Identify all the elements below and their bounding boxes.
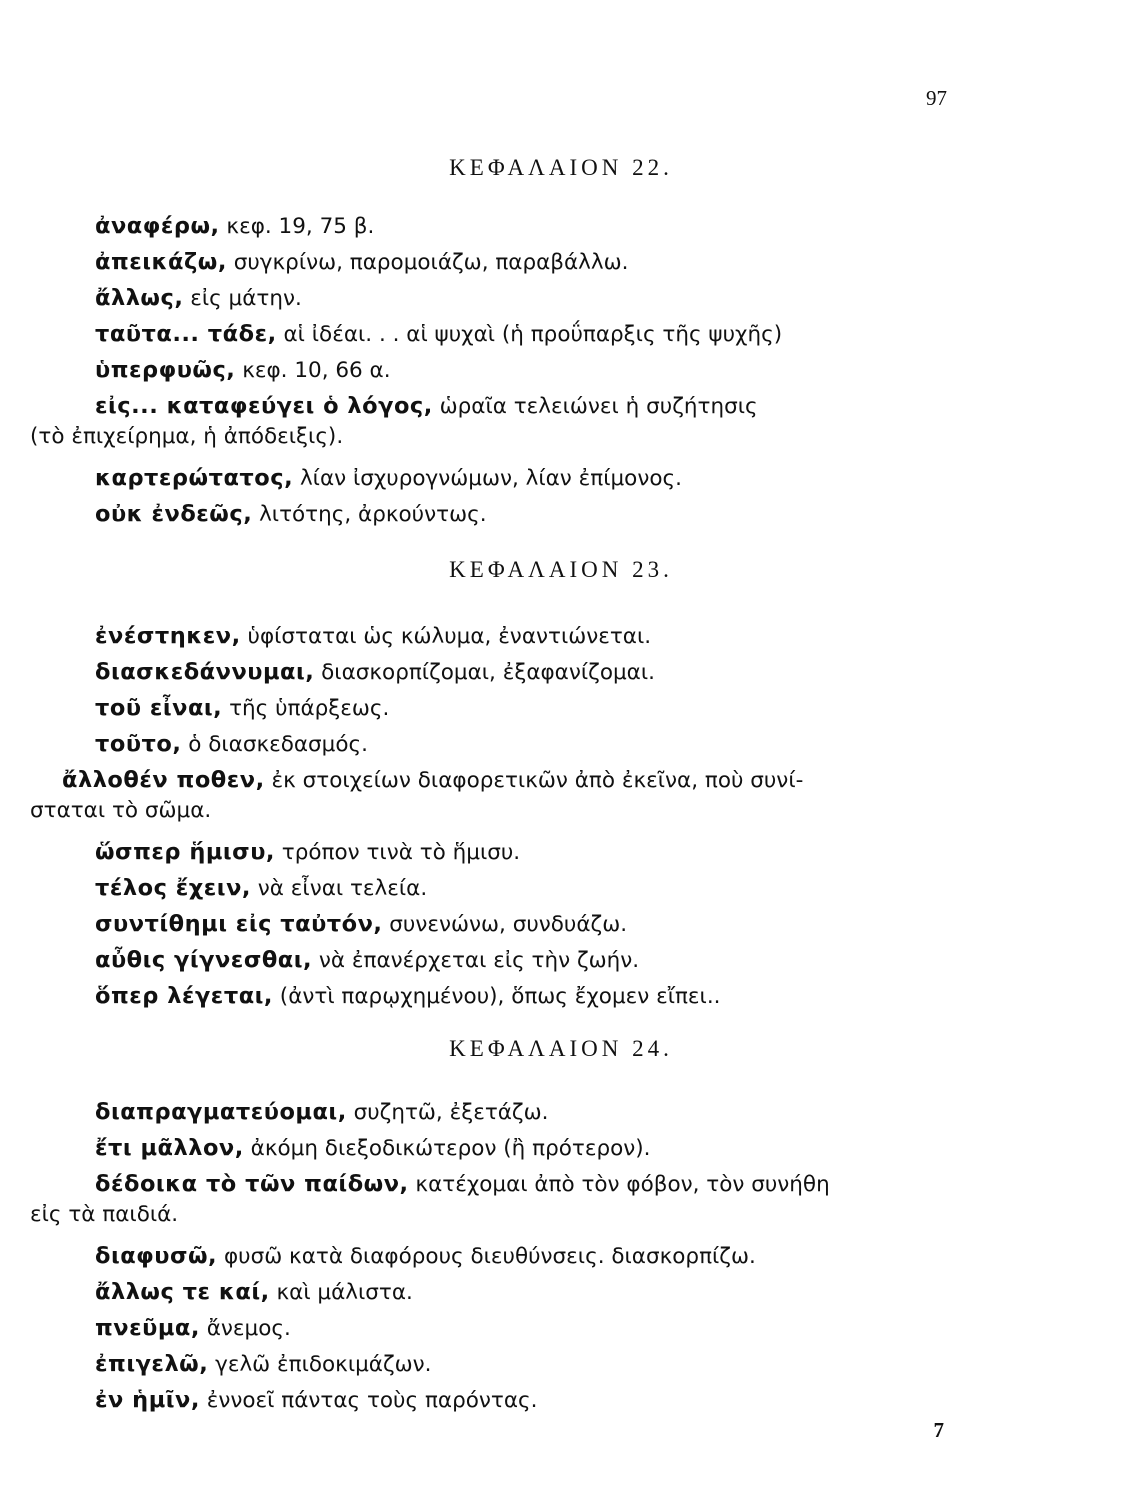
glossary-entry — [95, 1166, 962, 1203]
glossary-entry — [95, 690, 962, 727]
entry-definition: ἀκόμη διεξοδικώτερον (ἢ πρότερον). — [243, 1136, 651, 1161]
entry-definition: ἐκ στοιχείων διαφορετικῶν ἀπὸ ἐκεῖνα, ποὺ συνί- — [264, 768, 804, 793]
entry-definition: λιτότης, ἀρκούντως. — [252, 502, 487, 527]
entry-term: ἐπιγελῶ, — [95, 1351, 209, 1377]
entry-term: τέλος ἔχειν, — [95, 875, 251, 901]
entry-term: ἔτι μᾶλλον, — [95, 1135, 244, 1161]
entry-term: ὅπερ λέγεται, — [95, 983, 273, 1009]
entry-term: ὑπερφυῶς, — [95, 357, 236, 383]
entry-definition: νὰ ἐπανέρχεται εἰς τὴν ζωήν. — [312, 948, 640, 973]
entry-definition: ὁ διασκεδασμός. — [181, 732, 368, 757]
entry-term: ὥσπερ ἥμισυ, — [95, 839, 275, 865]
glossary-entry — [62, 762, 962, 799]
signature-mark: 7 — [933, 1418, 944, 1442]
glossary-entry — [95, 244, 962, 281]
glossary-entry — [95, 460, 962, 497]
entry-term: καρτερώτατος, — [95, 465, 294, 491]
entry-definition: ἐννοεῖ πάντας τοὺς παρόντας. — [199, 1388, 538, 1413]
glossary-entry — [95, 496, 962, 533]
entry-continuation: (τὸ ἐπιχείρημα, ἡ ἀπόδειξις). — [30, 424, 344, 449]
entry-term: οὐκ ἐνδεῶς, — [95, 501, 253, 527]
entry-term: ἄλλως, — [95, 285, 184, 311]
glossary-entry — [95, 1382, 962, 1419]
entry-definition: γελῶ ἐπιδοκιμάζων. — [208, 1352, 432, 1377]
entry-term: ἀναφέρω, — [95, 213, 220, 239]
chapter-heading: ΚΕΦΑΛΑΙΟΝ 24. — [449, 1036, 673, 1061]
glossary-entry — [95, 1130, 962, 1167]
glossary-entry — [95, 1274, 962, 1311]
entry-definition: (ἀντὶ παρῳχημένου), ὅπως ἔχομεν εἴπει.. — [272, 984, 721, 1009]
entry-term: αὖθις γίγνεσθαι, — [95, 947, 313, 973]
entry-definition: ὡραῖα τελειώνει ἡ συζήτησις — [432, 394, 758, 419]
entry-definition: φυσῶ κατὰ διαφόρους διευθύνσεις. διασκορπίζω. — [217, 1244, 756, 1269]
glossary-entry — [95, 978, 962, 1015]
entry-term: διαφυσῶ, — [95, 1243, 218, 1269]
entry-definition: διασκορπίζομαι, ἐξαφανίζομαι. — [314, 660, 655, 685]
entry-term: ταῦτα... τάδε, — [95, 321, 277, 347]
entry-term: πνεῦμα, — [95, 1315, 200, 1341]
entry-term: διασκεδάννυμαι, — [95, 659, 315, 685]
entry-term: διαπραγματεύομαι, — [95, 1099, 347, 1125]
glossary-entry — [95, 654, 962, 691]
glossary-entry — [95, 316, 962, 353]
entry-definition: λίαν ἰσχυρογνώμων, λίαν ἐπίμονος. — [293, 466, 682, 491]
entry-definition: αἱ ἰδέαι. . . αἱ ψυχαὶ (ἡ προΰπαρξις τῆς ψυχῆς) — [276, 322, 783, 347]
entry-continuation: σταται τὸ σῶμα. — [30, 798, 212, 823]
entry-definition: ὑφίσταται ὡς κώλυμα, ἐναντιώνεται. — [240, 624, 652, 649]
chapter-heading: ΚΕΦΑΛΑΙΟΝ 22. — [449, 155, 673, 180]
glossary-entry — [95, 906, 962, 943]
entry-definition: κατέχομαι ἀπὸ τὸν φόβον, τὸν συνήθη — [408, 1172, 830, 1197]
entry-definition: κεφ. 19, 75 β. — [219, 214, 375, 239]
entry-term: ἐνέστηκεν, — [95, 623, 241, 649]
entry-term: εἰς... καταφεύγει ὁ λόγος, — [95, 393, 433, 419]
page-number: 97 — [926, 86, 947, 110]
entry-term: ἀπεικάζω, — [95, 249, 227, 275]
entry-definition: συζητῶ, ἐξετάζω. — [346, 1100, 549, 1125]
entry-definition: νὰ εἶναι τελεία. — [250, 876, 428, 901]
glossary-entry — [95, 942, 962, 979]
glossary-entry — [95, 1094, 962, 1131]
glossary-entry — [95, 618, 962, 655]
chapter-heading: ΚΕΦΑΛΑΙΟΝ 23. — [449, 557, 673, 582]
entry-term: ἄλλοθέν ποθεν, — [62, 767, 265, 793]
entry-term: τοῦ εἶναι, — [95, 695, 223, 721]
entry-definition: τῆς ὑπάρξεως. — [222, 696, 390, 721]
entry-definition: ἄνεμος. — [199, 1316, 291, 1341]
glossary-entry — [95, 726, 962, 763]
glossary-entry — [95, 352, 962, 389]
glossary-entry — [95, 1238, 962, 1275]
entry-term: συντίθημι εἰς ταὐτόν, — [95, 911, 383, 937]
entry-term: ἐν ἡμῖν, — [95, 1387, 200, 1413]
glossary-entry — [95, 834, 962, 871]
entry-term: τοῦτο, — [95, 731, 182, 757]
glossary-entry — [95, 208, 962, 245]
entry-definition: εἰς μάτην. — [183, 286, 302, 311]
glossary-entry — [95, 870, 962, 907]
entry-continuation: εἰς τὰ παιδιά. — [30, 1202, 179, 1227]
entry-definition: τρόπον τινὰ τὸ ἥμισυ. — [274, 840, 521, 865]
entry-definition: συνενώνω, συνδυάζω. — [382, 912, 628, 937]
glossary-entry — [95, 280, 962, 317]
entry-definition: συγκρίνω, παρομοιάζω, παραβάλλω. — [226, 250, 629, 275]
glossary-entry — [95, 388, 962, 425]
entry-definition: καὶ μάλιστα. — [269, 1280, 413, 1305]
entry-definition: κεφ. 10, 66 α. — [235, 358, 391, 383]
entry-term: ἄλλως τε καί, — [95, 1279, 270, 1305]
glossary-entry — [95, 1346, 962, 1383]
glossary-entry — [95, 1310, 962, 1347]
entry-term: δέδοικα τὸ τῶν παίδων, — [95, 1171, 409, 1197]
